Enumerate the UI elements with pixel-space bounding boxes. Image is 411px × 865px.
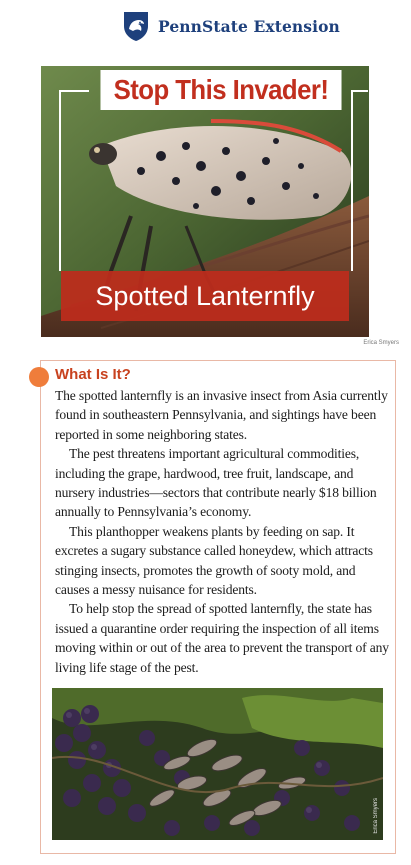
section-body [55,386,389,677]
frame-line [352,90,368,92]
section-bullet-icon [29,367,49,387]
hero-photo-credit: Erica Smyers [363,340,399,346]
nittany-lion-shield-icon [122,10,150,42]
body-paragraph: This planthopper weakens plants by feeding on sap. It excretes a sugary substance called honeydew, which attracts stinging insects, promotes the growth of sooty mold, and causes a messy nuisance for residents. [55,523,373,598]
hero-headline: Stop This Invader! [100,70,341,110]
frame-line [351,90,353,271]
body-paragraph: To help stop the spread of spotted lanternfly, the state has issued a quarantine order requiring the inspection of all items moving within or out of the area to prevent the transport of any living life stage of the pest. [55,601,389,675]
grapes-illustration [52,688,383,840]
frame-line [59,90,89,92]
body-paragraph: The spotted lanternfly is an invasive insect from Asia currently found in southeastern Pennsylvania, and sightings have been reported in some neighboring states. [55,388,388,442]
hero-image [41,66,369,337]
grapes-lanternflies-photo [52,688,383,840]
body-paragraph: The pest threatens important agricultural commodities, including the grape, hardwood, tree fruit, landscape, and nursery industries—sectors that contribute nearly $18 billion annually to Pennsylvania’s economy. [55,446,377,520]
pennstate-extension-logo[interactable] [122,10,340,42]
section-heading: What Is It? [55,366,131,383]
frame-line [59,90,61,271]
grapes-photo-credit: Erica Smyers [373,798,379,834]
hero-subtitle-banner: Spotted Lanternfly [61,271,349,321]
brand-name: PennState Extension [158,16,340,36]
